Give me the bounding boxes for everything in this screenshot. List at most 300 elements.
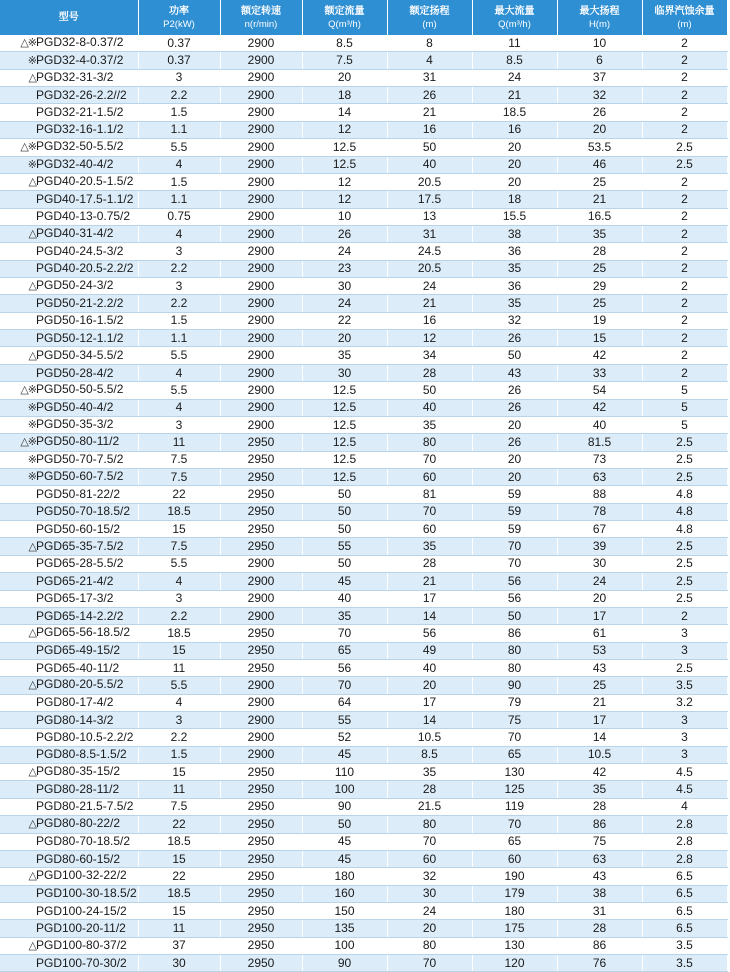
model-cell [0,521,138,538]
npsh-cell: 4.8 [642,503,727,520]
column-header-unit: (m) [422,18,437,30]
model-name: PGD50-21-2.2/2 [36,296,124,311]
npsh-cell: 6.5 [642,902,727,919]
npsh-cell: 2 [642,347,727,364]
max-head-cell: 63 [557,468,642,485]
power-cell: 3 [138,69,220,86]
model-cell [0,694,138,711]
npsh-cell: 2 [642,173,727,190]
npsh-cell: 3 [642,729,727,746]
max-flow-cell: 75 [472,712,557,729]
max-flow-cell: 35 [472,260,557,277]
model-marker: △ [28,939,36,952]
table-row [0,468,727,485]
rated-flow-cell: 24 [302,295,387,312]
npsh-cell: 6.5 [642,920,727,937]
model-marker: △ [28,766,36,779]
model-marker: △※ [20,436,36,449]
power-cell: 18.5 [138,503,220,520]
rated-head-cell: 32 [387,868,472,885]
speed-cell: 2950 [220,486,302,503]
max-head-cell: 42 [557,764,642,781]
model-name: PGD40-31-4/2 [36,226,114,241]
model-name: PGD40-13-0.75/2 [36,209,131,224]
power-cell: 7.5 [138,468,220,485]
model-cell [0,781,138,798]
model-marker: △※ [20,384,36,397]
power-cell: 4 [138,156,220,173]
speed-cell: 2900 [220,382,302,399]
max-flow-cell: 70 [472,538,557,555]
rated-head-cell: 21.5 [387,798,472,815]
npsh-cell: 2 [642,607,727,624]
model-cell [0,538,138,555]
max-flow-cell: 130 [472,937,557,954]
rated-flow-cell: 64 [302,694,387,711]
rated-flow-cell: 52 [302,729,387,746]
npsh-cell: 3 [642,642,727,659]
rated-flow-cell: 50 [302,503,387,520]
rated-flow-cell: 12 [302,191,387,208]
max-flow-cell: 18.5 [472,104,557,121]
rated-head-cell: 16 [387,312,472,329]
model-cell [0,885,138,902]
npsh-cell: 2 [642,121,727,138]
npsh-cell: 4.5 [642,781,727,798]
max-flow-cell: 20 [472,139,557,156]
rated-flow-cell: 110 [302,764,387,781]
rated-head-cell: 60 [387,850,472,867]
model-name: PGD50-24-3/2 [36,278,114,293]
model-name: PGD65-35-7.5/2 [36,538,124,553]
max-head-cell: 42 [557,399,642,416]
npsh-cell: 3.5 [642,955,727,972]
max-head-cell: 10 [557,35,642,52]
model-cell [0,399,138,416]
model-cell [0,798,138,815]
rated-flow-cell: 160 [302,885,387,902]
max-flow-cell: 65 [472,746,557,763]
max-flow-cell: 60 [472,850,557,867]
speed-cell: 2950 [220,902,302,919]
rated-flow-cell: 24 [302,243,387,260]
speed-cell: 2900 [220,156,302,173]
power-cell: 1.5 [138,312,220,329]
table-row [0,104,727,121]
rated-flow-cell: 12.5 [302,382,387,399]
model-marker: △ [28,870,36,883]
model-name: PGD100-30-18.5/2 [36,886,137,901]
rated-flow-cell: 12.5 [302,416,387,433]
max-flow-cell: 18 [472,191,557,208]
table-row [0,816,727,833]
speed-cell: 2900 [220,555,302,572]
max-head-cell: 28 [557,243,642,260]
power-cell: 2.2 [138,87,220,104]
power-cell: 11 [138,920,220,937]
model-name: PGD32-31-3/2 [36,69,114,84]
model-cell [0,347,138,364]
column-header-title: 最大流量 [494,5,535,17]
npsh-cell: 3.2 [642,694,727,711]
model-name: PGD32-26-2.2//2 [36,87,127,102]
speed-cell: 2950 [220,764,302,781]
max-flow-cell: 175 [472,920,557,937]
rated-head-cell: 16 [387,121,472,138]
speed-cell: 2950 [220,937,302,954]
npsh-cell: 2 [642,243,727,260]
rated-flow-cell: 30 [302,364,387,381]
model-marker: ※ [27,54,36,67]
max-head-cell: 39 [557,538,642,555]
model-cell [0,955,138,972]
model-cell [0,278,138,295]
rated-flow-cell: 12 [302,121,387,138]
max-head-cell: 16.5 [557,208,642,225]
npsh-cell: 3 [642,746,727,763]
column-header [302,0,387,35]
power-cell: 2.2 [138,607,220,624]
speed-cell: 2950 [220,868,302,885]
table-row [0,659,727,676]
speed-cell: 2950 [220,538,302,555]
model-name: PGD32-16-1.1/2 [36,122,124,137]
table-row [0,52,727,69]
table-row [0,764,727,781]
model-name: PGD100-20-11/2 [36,921,126,935]
rated-flow-cell: 90 [302,798,387,815]
table-row [0,243,727,260]
power-cell: 7.5 [138,538,220,555]
model-name: PGD65-21-4/2 [36,573,114,588]
rated-flow-cell: 12.5 [302,139,387,156]
max-flow-cell: 130 [472,764,557,781]
max-flow-cell: 59 [472,486,557,503]
npsh-cell: 6.5 [642,868,727,885]
table-row [0,868,727,885]
model-cell [0,764,138,781]
model-marker: △※ [20,141,36,154]
npsh-cell: 2 [642,312,727,329]
max-flow-cell: 24 [472,69,557,86]
power-cell: 0.75 [138,208,220,225]
rated-head-cell: 40 [387,156,472,173]
npsh-cell: 2 [642,104,727,121]
rated-flow-cell: 12.5 [302,468,387,485]
npsh-cell: 3 [642,625,727,642]
max-head-cell: 15 [557,330,642,347]
max-flow-cell: 26 [472,399,557,416]
rated-head-cell: 8.5 [387,746,472,763]
max-flow-cell: 15.5 [472,208,557,225]
max-flow-cell: 20 [472,468,557,485]
column-header-title: 最大扬程 [579,5,620,17]
power-cell: 11 [138,434,220,451]
npsh-cell: 2.5 [642,573,727,590]
max-head-cell: 73 [557,451,642,468]
rated-head-cell: 21 [387,573,472,590]
speed-cell: 2900 [220,399,302,416]
npsh-cell: 2.5 [642,156,727,173]
column-header [220,0,302,35]
speed-cell: 2900 [220,278,302,295]
model-name: PGD80-60-15/2 [36,851,121,866]
max-head-cell: 33 [557,364,642,381]
max-flow-cell: 70 [472,555,557,572]
power-cell: 2.2 [138,295,220,312]
model-cell [0,729,138,746]
model-cell [0,850,138,867]
rated-flow-cell: 18 [302,87,387,104]
rated-flow-cell: 55 [302,538,387,555]
rated-flow-cell: 56 [302,659,387,676]
max-flow-cell: 90 [472,677,557,694]
max-flow-cell: 11 [472,35,557,52]
power-cell: 5.5 [138,382,220,399]
max-flow-cell: 59 [472,521,557,538]
max-head-cell: 21 [557,694,642,711]
rated-flow-cell: 135 [302,920,387,937]
npsh-cell: 2 [642,330,727,347]
table-row [0,746,727,763]
model-cell [0,173,138,190]
power-cell: 3 [138,712,220,729]
model-marker: △ [28,818,36,831]
table-row [0,555,727,572]
model-name: PGD32-4-0.37/2 [36,52,124,67]
model-name: PGD32-40-4/2 [36,156,114,171]
model-cell [0,468,138,485]
speed-cell: 2900 [220,173,302,190]
model-cell [0,642,138,659]
npsh-cell: 2.8 [642,833,727,850]
max-head-cell: 35 [557,225,642,242]
speed-cell: 2950 [220,798,302,815]
npsh-cell: 2 [642,225,727,242]
model-name: PGD50-35-3/2 [36,417,114,432]
rated-head-cell: 70 [387,503,472,520]
table-row [0,416,727,433]
model-cell [0,677,138,694]
rated-head-cell: 21 [387,104,472,121]
model-name: PGD40-24.5-3/2 [36,243,124,258]
rated-flow-cell: 30 [302,278,387,295]
rated-flow-cell: 26 [302,225,387,242]
max-flow-cell: 56 [472,573,557,590]
speed-cell: 2900 [220,87,302,104]
npsh-cell: 2.5 [642,451,727,468]
max-flow-cell: 26 [472,330,557,347]
column-header-title: 额定扬程 [409,5,450,17]
speed-cell: 2950 [220,920,302,937]
power-cell: 5.5 [138,677,220,694]
power-cell: 15 [138,850,220,867]
table-row [0,920,727,937]
model-name: PGD65-40-11/2 [36,660,120,675]
rated-head-cell: 14 [387,607,472,624]
model-name: PGD50-80-11/2 [36,434,120,449]
rated-head-cell: 35 [387,538,472,555]
max-head-cell: 43 [557,659,642,676]
power-cell: 15 [138,902,220,919]
max-head-cell: 88 [557,486,642,503]
max-flow-cell: 32 [472,312,557,329]
rated-flow-cell: 40 [302,590,387,607]
model-cell [0,139,138,156]
table-row [0,364,727,381]
max-flow-cell: 86 [472,625,557,642]
rated-head-cell: 13 [387,208,472,225]
rated-flow-cell: 35 [302,607,387,624]
npsh-cell: 2.5 [642,590,727,607]
max-flow-cell: 56 [472,590,557,607]
rated-head-cell: 35 [387,764,472,781]
max-flow-cell: 80 [472,642,557,659]
model-name: PGD80-17-4/2 [36,695,114,710]
table-row [0,434,727,451]
model-cell [0,416,138,433]
power-cell: 22 [138,816,220,833]
rated-head-cell: 60 [387,468,472,485]
rated-flow-cell: 12.5 [302,434,387,451]
rated-flow-cell: 100 [302,937,387,954]
model-name: PGD100-24-15/2 [36,903,127,918]
npsh-cell: 3 [642,712,727,729]
column-header-title: 临界汽蚀余量 [654,5,715,17]
speed-cell: 2900 [220,677,302,694]
model-name: PGD40-20.5-2.2/2 [36,261,134,276]
npsh-cell: 4 [642,798,727,815]
model-name: PGD80-35-15/2 [36,764,121,779]
model-name: PGD80-80-22/2 [36,816,121,831]
rated-head-cell: 31 [387,225,472,242]
speed-cell: 2900 [220,208,302,225]
model-marker: △※ [20,37,36,50]
max-flow-cell: 70 [472,816,557,833]
power-cell: 3 [138,416,220,433]
max-flow-cell: 20 [472,173,557,190]
max-head-cell: 14 [557,729,642,746]
model-name: PGD40-17.5-1.1/2 [36,191,134,206]
speed-cell: 2900 [220,712,302,729]
model-marker: ※ [27,453,36,466]
power-cell: 2.2 [138,729,220,746]
table-row [0,191,727,208]
model-name: PGD32-50-5.5/2 [36,139,124,154]
max-head-cell: 29 [557,278,642,295]
power-cell: 0.37 [138,35,220,52]
power-cell: 4 [138,225,220,242]
max-flow-cell: 26 [472,434,557,451]
speed-cell: 2950 [220,434,302,451]
model-cell [0,503,138,520]
max-head-cell: 28 [557,920,642,937]
rated-head-cell: 40 [387,659,472,676]
model-cell [0,434,138,451]
power-cell: 5.5 [138,347,220,364]
npsh-cell: 2.5 [642,434,727,451]
table-row [0,781,727,798]
table-row [0,521,727,538]
speed-cell: 2950 [220,642,302,659]
power-cell: 22 [138,868,220,885]
table-row [0,121,727,138]
column-header-unit: H(m) [588,18,611,30]
rated-flow-cell: 8.5 [302,35,387,52]
power-cell: 1.5 [138,746,220,763]
max-head-cell: 28 [557,798,642,815]
max-head-cell: 19 [557,312,642,329]
rated-flow-cell: 35 [302,347,387,364]
rated-head-cell: 24 [387,902,472,919]
rated-head-cell: 24 [387,278,472,295]
speed-cell: 2900 [220,35,302,52]
table-row [0,590,727,607]
rated-head-cell: 17.5 [387,191,472,208]
speed-cell: 2950 [220,451,302,468]
model-cell [0,225,138,242]
rated-flow-cell: 12.5 [302,399,387,416]
column-header-unit: P2(kW) [163,18,195,30]
column-header-title: 型号 [58,12,79,23]
npsh-cell: 2.5 [642,139,727,156]
model-cell [0,35,138,52]
table-row [0,382,727,399]
max-flow-cell: 35 [472,295,557,312]
max-flow-cell: 79 [472,694,557,711]
speed-cell: 2900 [220,225,302,242]
table-row [0,642,727,659]
speed-cell: 2900 [220,347,302,364]
max-flow-cell: 65 [472,833,557,850]
model-name: PGD100-80-37/2 [36,937,127,952]
max-head-cell: 30 [557,555,642,572]
model-name: PGD80-10.5-2.2/2 [36,730,134,745]
npsh-cell: 2.5 [642,659,727,676]
rated-head-cell: 81 [387,486,472,503]
table-row [0,538,727,555]
model-name: PGD100-70-30/2 [36,955,127,970]
rated-flow-cell: 150 [302,902,387,919]
rated-head-cell: 35 [387,416,472,433]
table-row [0,712,727,729]
max-head-cell: 63 [557,850,642,867]
power-cell: 1.5 [138,173,220,190]
rated-head-cell: 20.5 [387,260,472,277]
column-header [387,0,472,35]
speed-cell: 2950 [220,625,302,642]
max-head-cell: 17 [557,607,642,624]
power-cell: 15 [138,521,220,538]
max-flow-cell: 120 [472,955,557,972]
max-flow-cell: 16 [472,121,557,138]
table-row [0,729,727,746]
table-row [0,295,727,312]
model-cell [0,607,138,624]
speed-cell: 2950 [220,521,302,538]
max-flow-cell: 43 [472,364,557,381]
table-row [0,35,727,52]
model-cell [0,69,138,86]
power-cell: 3 [138,243,220,260]
model-marker: ※ [27,419,36,432]
model-name: PGD50-70-7.5/2 [36,451,124,466]
speed-cell: 2900 [220,573,302,590]
rated-head-cell: 80 [387,434,472,451]
max-head-cell: 24 [557,573,642,590]
rated-head-cell: 60 [387,521,472,538]
model-cell [0,573,138,590]
